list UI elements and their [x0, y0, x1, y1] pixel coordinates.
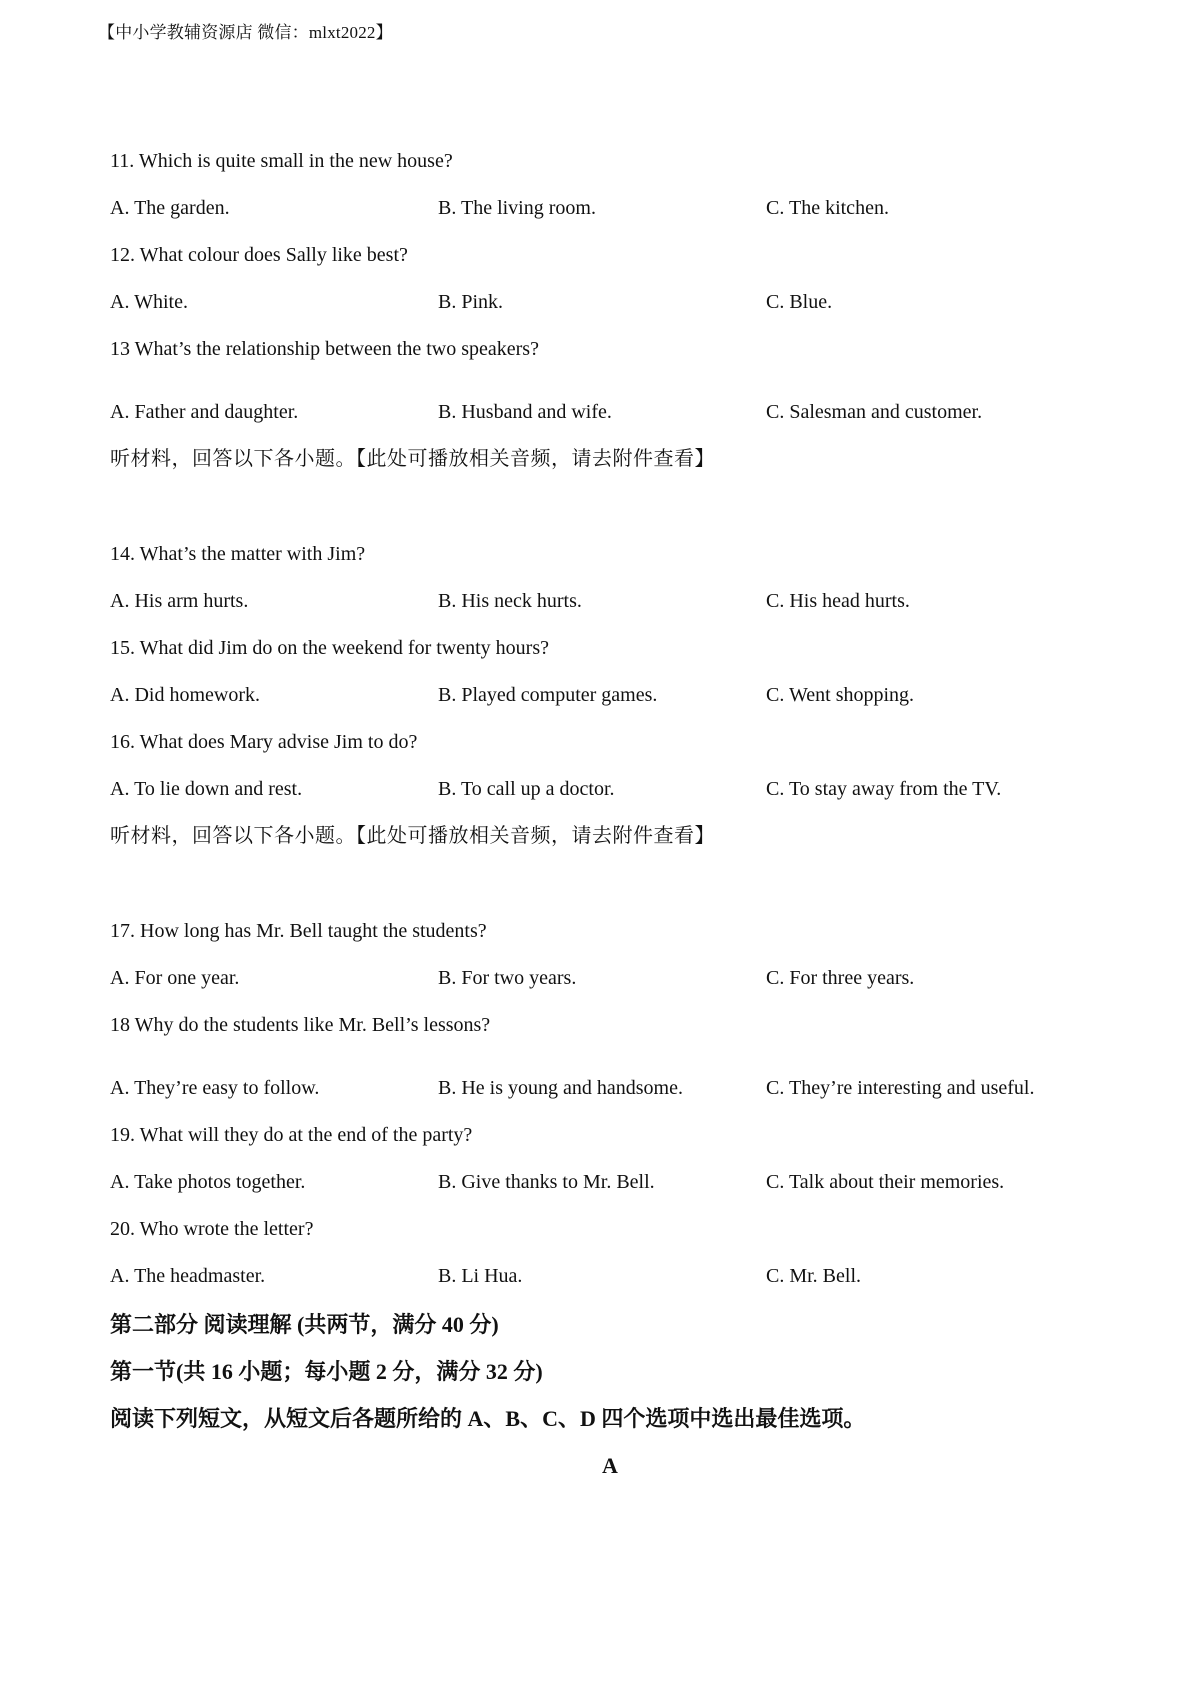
question-text: 12. What colour does Sally like best?: [110, 244, 408, 266]
option-c: C. Mr. Bell.: [766, 1265, 862, 1287]
option-c: C. They’re interesting and useful.: [766, 1077, 1035, 1099]
option-row: [110, 289, 1110, 316]
question-text: 16. What does Mary advise Jim to do?: [110, 731, 418, 753]
reading-instruction: 阅读下列短文，从短文后各题所给的 A、B、C、D 四个选项中选出最佳选项。: [110, 1406, 866, 1431]
option-a: A. Take photos together.: [110, 1171, 306, 1193]
option-b: B. His neck hurts.: [438, 590, 582, 612]
option-row: [110, 1075, 1110, 1102]
option-b: B. For two years.: [438, 967, 577, 989]
option-a: A. For one year.: [110, 967, 240, 989]
option-b: B. He is young and handsome.: [438, 1077, 683, 1099]
option-a: A. They’re easy to follow.: [110, 1077, 320, 1099]
option-row: [110, 682, 1110, 709]
option-b: B. The living room.: [438, 197, 596, 219]
question-text: 19. What will they do at the end of the party?: [110, 1124, 473, 1146]
part-title: 第二部分 阅读理解 (共两节，满分 40 分): [110, 1312, 499, 1337]
option-a: A. Father and daughter.: [110, 401, 299, 423]
question-text: 14. What’s the matter with Jim?: [110, 543, 366, 565]
option-c: C. Talk about their memories.: [766, 1171, 1005, 1193]
option-b: B. Played computer games.: [438, 684, 658, 706]
option-c: C. Blue.: [766, 291, 833, 313]
audio-note: 听材料，回答以下各小题。【此处可播放相关音频，请去附件查看】: [110, 448, 715, 470]
exam-content: [110, 148, 1110, 1480]
option-c: C. His head hurts.: [766, 590, 910, 612]
option-c: C. The kitchen.: [766, 197, 889, 219]
option-a: A. His arm hurts.: [110, 590, 249, 612]
option-row: [110, 965, 1110, 992]
option-a: A. To lie down and rest.: [110, 778, 303, 800]
option-a: A. Did homework.: [110, 684, 260, 706]
question-text: 15. What did Jim do on the weekend for twenty hours?: [110, 637, 549, 659]
question-text: 13 What’s the relationship between the two speakers?: [110, 338, 539, 360]
option-b: B. To call up a doctor.: [438, 778, 615, 800]
option-a: A. The headmaster.: [110, 1265, 266, 1287]
subsection-title: 第一节(共 16 小题；每小题 2 分，满分 32 分): [110, 1359, 543, 1384]
question-text: 18 Why do the students like Mr. Bell’s lessons?: [110, 1014, 491, 1036]
option-c: C. To stay away from the TV.: [766, 778, 1002, 800]
option-b: B. Give thanks to Mr. Bell.: [438, 1171, 655, 1193]
option-b: B. Li Hua.: [438, 1265, 523, 1287]
question-text: 20. Who wrote the letter?: [110, 1218, 314, 1240]
option-b: B. Husband and wife.: [438, 401, 612, 423]
option-a: A. White.: [110, 291, 188, 313]
option-c: C. For three years.: [766, 967, 915, 989]
option-row: [110, 776, 1110, 803]
option-c: C. Went shopping.: [766, 684, 915, 706]
option-row: [110, 1263, 1110, 1290]
watermark-text: 【中小学教辅资源店 微信：mlxt2022】: [98, 23, 393, 42]
option-row: [110, 1169, 1110, 1196]
passage-label: A: [602, 1453, 618, 1478]
option-a: A. The garden.: [110, 197, 230, 219]
question-text: 17. How long has Mr. Bell taught the students?: [110, 920, 487, 942]
option-c: C. Salesman and customer.: [766, 401, 983, 423]
option-row: [110, 588, 1110, 615]
option-row: [110, 399, 1110, 426]
option-row: [110, 195, 1110, 222]
question-text: 11. Which is quite small in the new house?: [110, 150, 453, 172]
audio-note: 听材料，回答以下各小题。【此处可播放相关音频，请去附件查看】: [110, 825, 715, 847]
option-b: B. Pink.: [438, 291, 504, 313]
